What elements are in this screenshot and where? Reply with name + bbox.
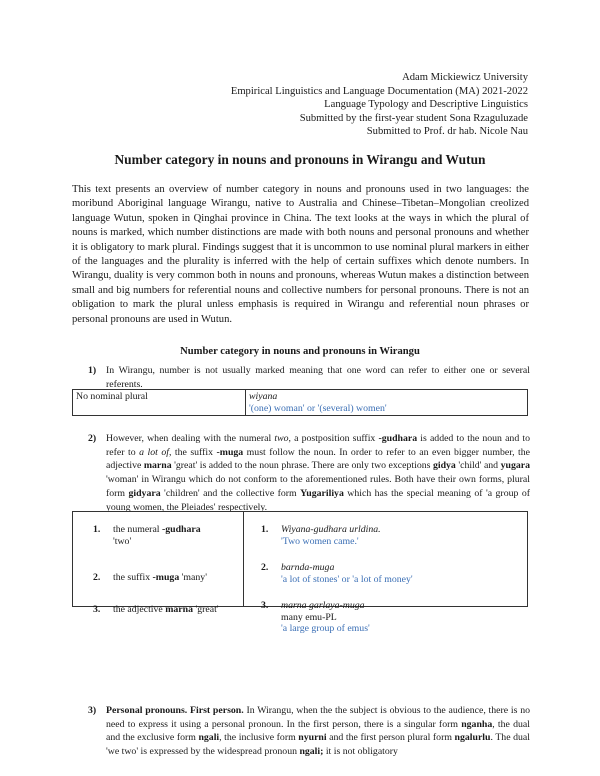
- table-example-cell: [246, 390, 528, 416]
- abstract-paragraph: This text presents an overview of number category in nouns and pronouns used in two languages: the moribund Aboriginal language Wirangu, native to Australia and Chinese–Tibetan–Mongolian creolized language Wutun, spoken in Qinghai province in China. The text looks at the ways in which the plural of nouns is marked, which number distinctions are made with both nouns and personal pronouns and whether it is obligatory to mark plural. Findings suggest that it is uncommon to use nominal plural markers in either of the languages and the plurality is inferred with the help of certain suffixes which denote numbers. In Wirangu, duality is very common both in nouns and pronouns, whereas Wutun makes a distinction between small and big numbers for referential nouns and collective numbers for personal pronouns. There is not an obligation to mark the plural unless emphasis is required in Wirangu and referential noun phrases or personal pronouns are used in Wutun.: [72, 184, 529, 325]
- item-text: However, when dealing with the numeral two, a postposition suffix -gudhara is added to the noun and to refer to a lot of, the suffix -muga must follow the noun. In order to refer to an even bigger number, the adjective marna 'great' is added to the noun phrase. There are only two exceptions gidya 'child' and yugara 'woman' in Wirangu which do not conform to the aforementioned rules. Both have their own forms, plural form gidyara 'children' and the collective form Yugariliya which has the special meaning of 'a group of young women, the Pleiades' respectively.: [106, 433, 530, 513]
- item-text: Personal pronouns. First person. In Wirangu, when the the subject is obvious to the audience, there is no need to express it using a personal pronoun. In the first person, there is a singular form nganha, the dual and the exclusive form ngali, the inclusive form nyurni and the first person plural form ngalurlu. The dual 'we two' is expressed by the widespread pronoun ngali; it is not obligatory: [106, 705, 530, 758]
- table-divider: [243, 512, 244, 606]
- course-line: Language Typology and Descriptive Linguistics: [324, 99, 528, 111]
- right-row-2: 2. barnda-muga 'a lot of stones' or 'a lot of money': [261, 562, 413, 585]
- table-label-cell: No nominal plural: [73, 390, 246, 416]
- item-number: 2): [88, 433, 97, 444]
- list-item-1: [72, 364, 530, 391]
- professor-line: Submitted to Prof. dr hab. Nicole Nau: [366, 126, 528, 138]
- program-line: Empirical Linguistics and Language Documentation (MA) 2021-2022: [230, 85, 528, 97]
- left-row-2: 2. the suffix -muga 'many': [93, 572, 207, 583]
- section-heading: Number category in nouns and pronouns in Wirangu: [180, 346, 420, 357]
- left-row-3: 3. the adjective marna 'great': [93, 604, 219, 615]
- example-word: wiyana: [249, 391, 278, 402]
- list-item-3: [72, 704, 530, 759]
- university-line: Adam Mickiewicz University: [402, 72, 528, 83]
- number-marking-table: [72, 511, 528, 634]
- item-text: In Wirangu, number is not usually marked meaning that one word can refer to either one or several referents.: [106, 365, 530, 390]
- paper-title: Number category in nouns and pronouns in Wirangu and Wutun: [114, 152, 486, 167]
- right-row-3: 3. marna garlaya-muga many emu-PL 'a large group of emus': [261, 600, 370, 634]
- example-gloss: '(one) woman' or '(several) women': [249, 402, 387, 414]
- list-item-2: [72, 432, 530, 514]
- right-row-1: 1. Wiyana-gudhara urldina. 'Two women came.': [261, 524, 381, 547]
- left-row-1: 1. the numeral -gudhara 'two': [93, 524, 201, 547]
- student-line: Submitted by the first-year student Sona Rzaguluzade: [299, 112, 528, 124]
- item-number: 1): [88, 365, 97, 376]
- item-number: 3): [88, 705, 97, 716]
- submission-header: [231, 71, 528, 139]
- plural-table: [72, 389, 528, 416]
